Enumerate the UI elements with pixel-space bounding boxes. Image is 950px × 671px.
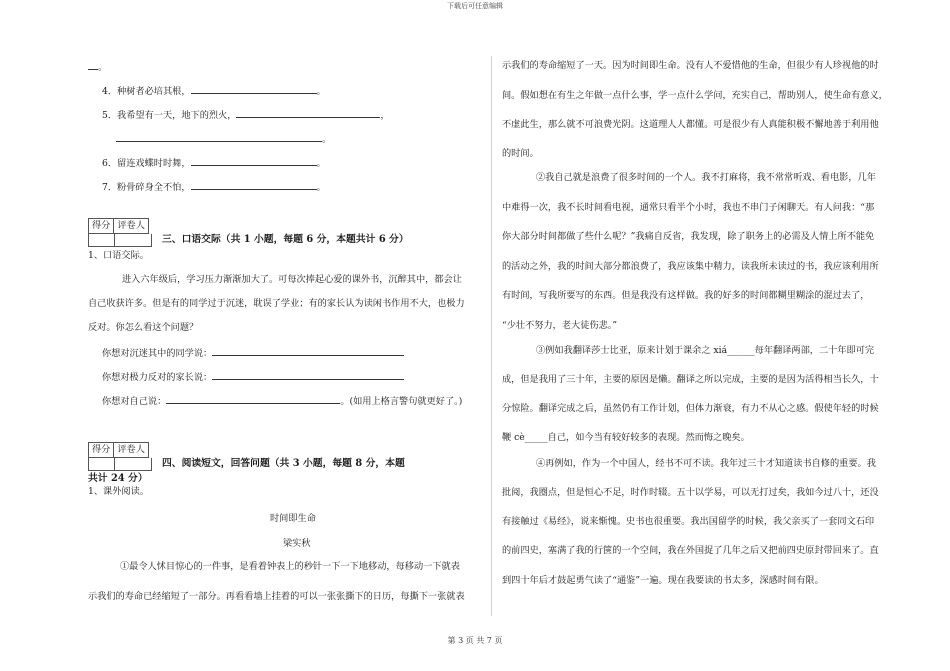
- paragraph-line: 的活动之外，我的时间大部分都浪费了，我应该集中精力，读我所未读过的书，我应该利用所: [502, 261, 879, 272]
- paragraph-line: 示我们的寿命已经缩短了一部分。再看看墙上挂着的可以一张张撕下的日历，每撕下一张就表: [88, 591, 465, 602]
- question-1-label: 1、口语交际。: [88, 250, 149, 261]
- paragraph-line: 成，但是我用了三十年，主要的原因是懒。翻译之所以完成，主要的是因为活得相当长久，十: [502, 374, 879, 385]
- paragraph-line: 有接触过《易经》，说来惭愧。史书也很重要。我出国留学的时候，我父亲买了一套同文石印: [502, 516, 875, 527]
- paragraph-line: ②我自己就是浪费了很多时间的一个人。我不打麻将，我不常常听戏、看电影，几年: [536, 172, 876, 183]
- paragraph-line: 到四十年后才鼓起勇气读了“通鉴”一遍。现在我要读的书太多，深感时间有限。: [502, 575, 824, 586]
- answer-blank[interactable]: [191, 156, 317, 166]
- grader-label: 评卷人: [117, 444, 145, 455]
- paragraph-line: 间。假如想在有生之年做一点什么事，学一点什么学问，充实自己，帮助别人，使生命有意义，: [502, 90, 888, 101]
- paragraph-line: “少壮不努力，老大徒伤悲。”: [502, 320, 618, 331]
- answer-blank[interactable]: [212, 370, 404, 380]
- fill-item-5-cont: 。: [116, 132, 331, 146]
- score-label: 得分: [89, 219, 114, 233]
- answer-line-parents: 你想对极力反对的家长说：: [102, 370, 404, 384]
- paragraph-line: ③例如我翻译莎士比亚，原来计划于课余之 xiá______每年翻译两部，二十年即可完: [536, 345, 875, 356]
- fill-item-6: 6．留连戏蝶时时舞， 。: [102, 158, 326, 169]
- answer-blank[interactable]: [88, 60, 98, 70]
- score-box-blank-row[interactable]: [88, 458, 152, 471]
- prompt-line: 自己收获许多。但是有的同学过于沉迷，耽误了学业；有的家长认为读闲书作用不大，也极力: [88, 298, 465, 309]
- section-4-title-cont: 共计 24 分）: [88, 473, 148, 484]
- score-label: 得分: [89, 443, 114, 457]
- paragraph-line: 中难得一次，我不长时间看电视，通常只看半个小时，我也不串门子闲聊天。有人问我：“那: [502, 202, 875, 213]
- paragraph-line: 鞭 cè_____自己，如今当有较好较多的表现。然而悔之晚矣。: [502, 432, 750, 443]
- paragraph-line: 不虚此生，那么就不可浪费光阴。这道理人人都懂。可是很少有人真能积极不懈地善于利用他: [502, 119, 879, 130]
- score-box: [88, 442, 149, 458]
- fill-item-7: 7．粉骨碎身全不怕， 。: [102, 182, 326, 193]
- grader-label: 评卷人: [117, 220, 145, 231]
- article-author: 梁实秋: [283, 538, 311, 549]
- article-title: 时间即生命: [270, 513, 316, 524]
- answer-blank[interactable]: [212, 346, 404, 356]
- column-divider: [491, 56, 492, 616]
- answer-blank[interactable]: [191, 180, 317, 190]
- reading-question-label: 1、课外阅读。: [88, 486, 149, 497]
- paragraph-line: ④再例如，作为一个中国人，经书不可不读。我年过三十才知道读书自修的重要。我: [536, 458, 876, 469]
- answer-line-self: 你想对自己说： 。(如用上格言警句就更好了。): [102, 396, 463, 407]
- score-box-blank-row[interactable]: [88, 234, 152, 247]
- paragraph-line: 示我们的寿命缩短了一天。因为时间即生命。没有人不爱惜他的生命，但很少有人珍视他的时: [502, 60, 879, 71]
- prompt-line: 进入六年级后，学习压力渐渐加大了。可每次捧起心爱的课外书，沉醉其中，都会让: [122, 274, 462, 285]
- answer-line-classmates: 你想对沉迷其中的同学说：: [102, 346, 404, 360]
- answer-blank[interactable]: [116, 132, 322, 142]
- paragraph-line: 你大部分时间都做了些什么呢？”我痛自反省，我发现，除了职务上的必需及人情上所不能免: [502, 231, 875, 242]
- paragraph-line: 批阅，我圈点，但是恒心不足，时作时辍。五十以学易，可以无打过矣，我如今过八十，还没: [502, 487, 879, 498]
- fragment-line: 。: [88, 60, 107, 74]
- page-number: 第 3 页 共 7 页: [447, 636, 503, 645]
- paragraph-line: 分惊险。翻译完成之后，虽然仍有工作计划，但体力渐衰，有力不从心之感。假使年轻的时候: [502, 403, 879, 414]
- paragraph-line: 的时间。: [502, 148, 539, 159]
- section-3-title: 三、口语交际（共 1 小题，每题 6 分，本题共计 6 分）: [162, 234, 409, 245]
- section-4-title: 四、阅读短文，回答问题（共 3 小题，每题 8 分，本题: [162, 458, 405, 469]
- header-note: 下载后可任意编辑: [447, 2, 503, 10]
- answer-blank[interactable]: [191, 84, 317, 94]
- fill-item-5: 5．我希望有一天，地下的烈火， ，: [102, 110, 390, 121]
- paragraph-line: 的前四史，塞满了我的行箧的一个空间，我在外国捉了几年之后又把前四史原封带回来了。直: [502, 545, 879, 556]
- prompt-line: 反对。你怎么看这个问题？: [88, 322, 199, 333]
- answer-blank[interactable]: [166, 394, 340, 404]
- fill-item-4: 4．种树者必培其根， 。: [102, 86, 326, 97]
- paragraph-line: ①最令人怵目惊心的一件事，是看着钟表上的秒针一下一下地移动，每移动一下就表: [120, 561, 460, 572]
- answer-blank[interactable]: [236, 108, 380, 118]
- paragraph-line: 有时间，写我所要写的东西。但是我没有这样做。我的好多的时间都糊里糊涂的混过去了，: [502, 290, 870, 301]
- score-box: [88, 218, 149, 234]
